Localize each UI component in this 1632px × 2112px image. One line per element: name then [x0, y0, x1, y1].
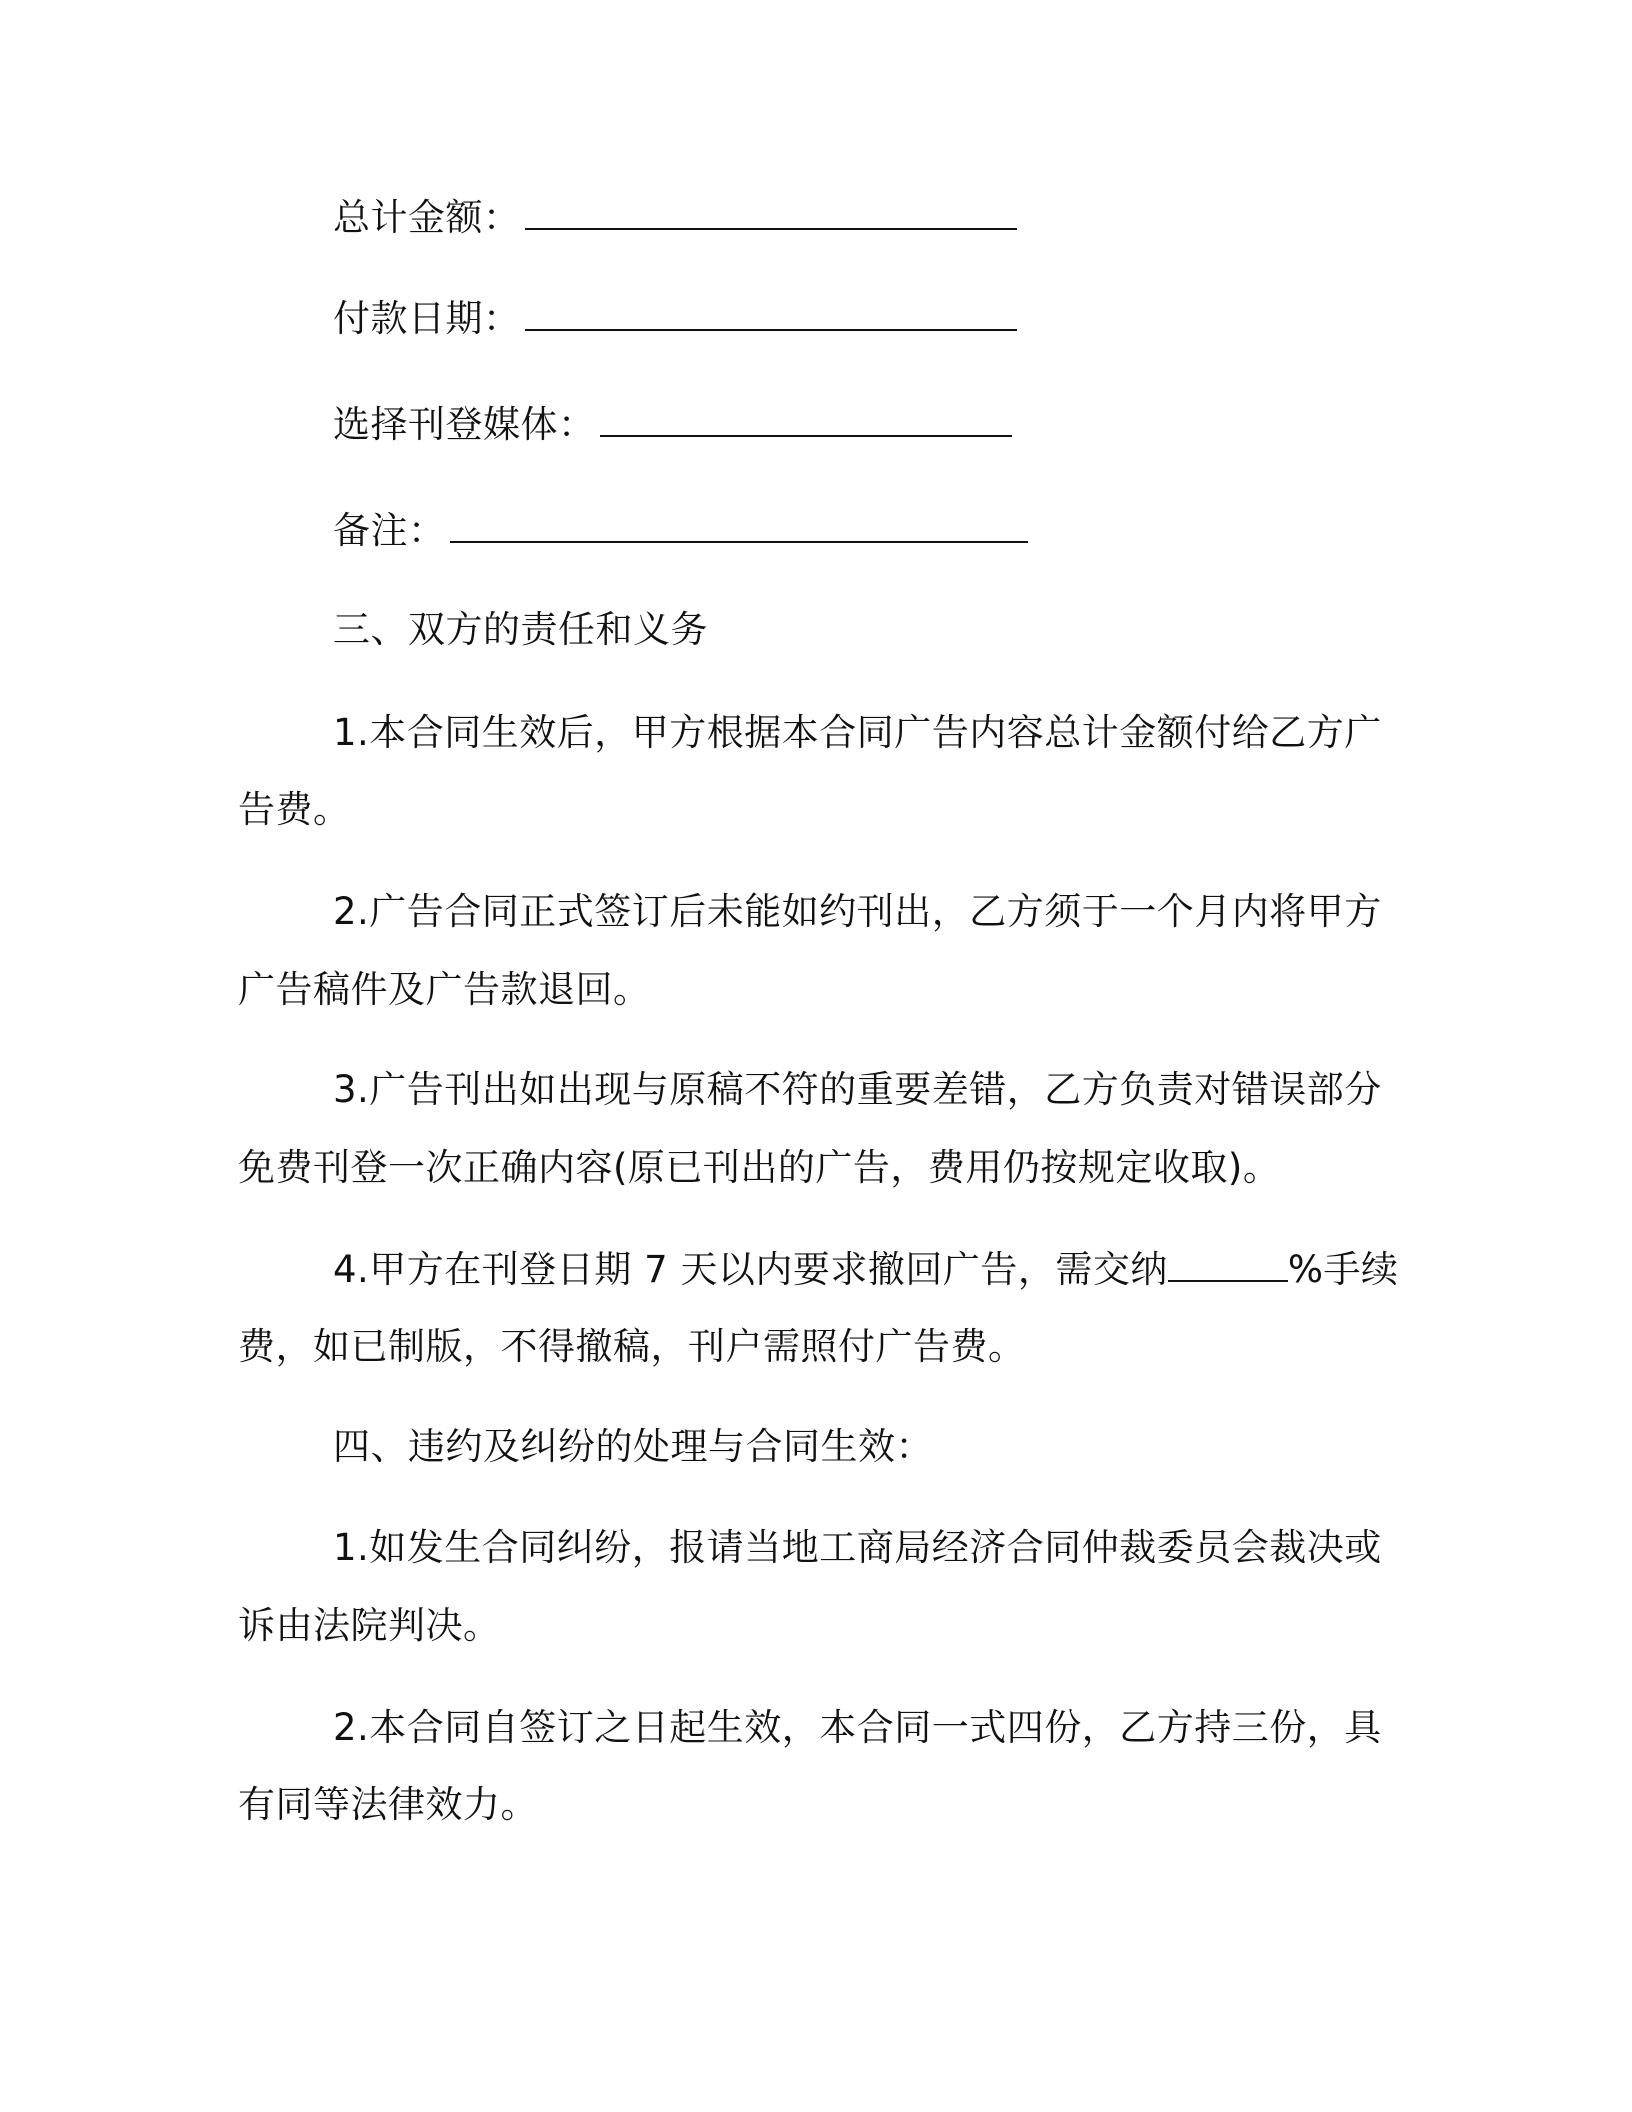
remarks-label: 备注：: [333, 509, 446, 552]
section3-item3-line2: 免费刊登一次正确内容(原已刊出的广告，费用仍按规定收取)。: [238, 1146, 1281, 1189]
total-amount-label: 总计金额：: [333, 196, 521, 239]
section4-item1-line1: 1.如发生合同纠纷，报请当地工商局经济合同仲裁委员会裁决或: [333, 1526, 1382, 1569]
media-label: 选择刊登媒体：: [333, 403, 596, 446]
section4-item2-line1: 2.本合同自签订之日起生效，本合同一式四份，乙方持三份，具: [333, 1706, 1382, 1749]
section3-item3-line1: 3.广告刊出如出现与原稿不符的重要差错，乙方负责对错误部分: [333, 1068, 1382, 1111]
payment-date-blank: [525, 299, 1017, 331]
section3-heading: 三、双方的责任和义务: [333, 608, 708, 651]
section3-item4-line2: 费，如已制版，不得撤稿，刊户需照付广告费。: [238, 1325, 1026, 1368]
section3-item1-line1: 1.本合同生效后，甲方根据本合同广告内容总计金额付给乙方广: [333, 711, 1382, 754]
item4-text-b: %手续: [1287, 1248, 1399, 1291]
section3-item2-line2: 广告稿件及广告款退回。: [238, 968, 651, 1011]
section3-item4-line1: [333, 1248, 1399, 1292]
remarks-blank: [450, 511, 1028, 543]
item4-text-a: 4.甲方在刊登日期 7 天以内要求撤回广告，需交纳: [333, 1248, 1168, 1291]
section4-heading: 四、违约及纠纷的处理与合同生效：: [333, 1425, 933, 1468]
remarks-row: [333, 509, 1028, 553]
media-blank: [600, 405, 1012, 437]
media-row: [333, 403, 1012, 447]
total-amount-blank: [525, 198, 1017, 230]
section3-item1-line2: 告费。: [238, 788, 351, 831]
payment-date-row: [333, 297, 1017, 341]
payment-date-label: 付款日期：: [333, 297, 521, 340]
section4-item2-line2: 有同等法律效力。: [238, 1783, 538, 1826]
fee-percent-blank: [1168, 1250, 1288, 1282]
section3-item2-line1: 2.广告合同正式签订后未能如约刊出，乙方须于一个月内将甲方: [333, 890, 1382, 933]
section4-item1-line2: 诉由法院判决。: [238, 1604, 501, 1647]
total-amount-row: [333, 196, 1017, 240]
